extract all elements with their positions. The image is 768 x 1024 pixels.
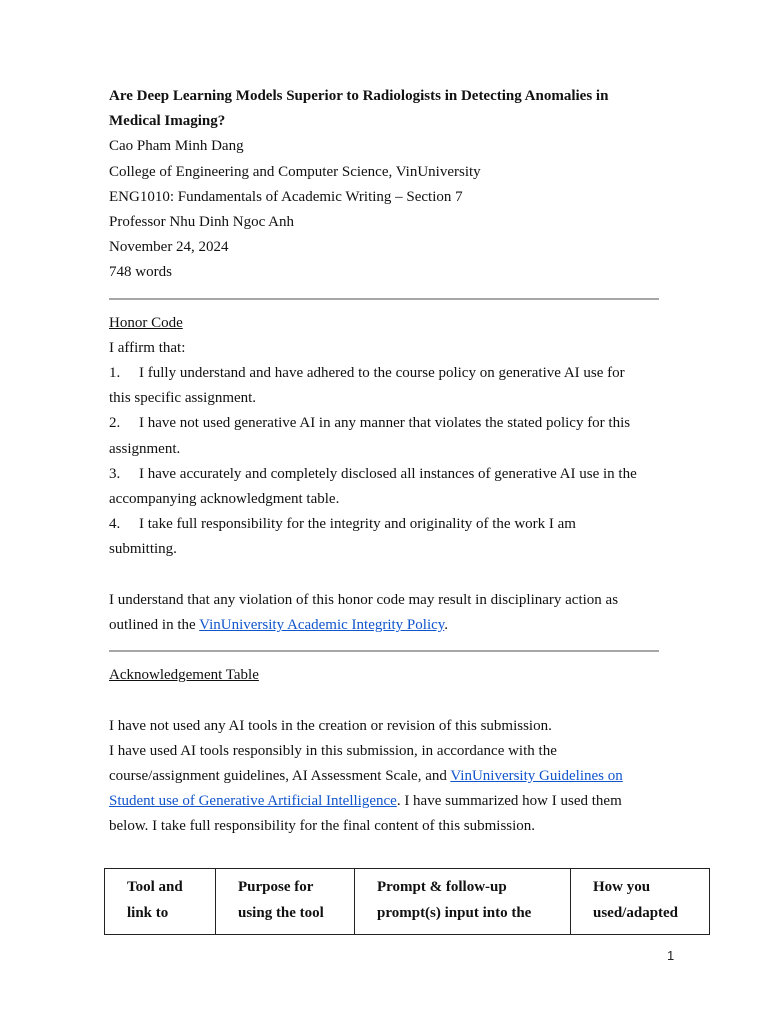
divider-2 xyxy=(109,650,659,652)
item-text-cont: submitting. xyxy=(109,541,177,558)
item-text: I fully understand and have adhered to the course policy on generative AI use for xyxy=(139,365,625,382)
header-text: Prompt & follow-up xyxy=(377,879,507,895)
title-line-1: Are Deep Learning Models Superior to Radiologists in Detecting Anomalies in xyxy=(109,88,609,104)
item-text: I have not used generative AI in any manner that violates the stated policy for this xyxy=(139,415,631,432)
no-ai-statement: I have not used any AI tools in the creation or revision of this submission. xyxy=(109,717,552,734)
honor-code-item-3 xyxy=(109,462,659,512)
college-name: College of Engineering and Computer Science, VinUniversity xyxy=(109,163,481,180)
document-page xyxy=(109,84,659,840)
page-number: 1 xyxy=(667,948,675,963)
divider-1 xyxy=(109,298,659,300)
header-text: using the tool xyxy=(238,905,324,921)
table-header-cell xyxy=(571,869,710,935)
item-text: I take full responsibility for the integrity and originality of the work I am xyxy=(139,516,576,533)
violation-text: I understand that any violation of this honor code may result in disciplinary action as xyxy=(109,591,619,608)
violation-text-pre: outlined in the xyxy=(109,617,200,634)
header-text: Tool and xyxy=(127,879,183,895)
item-text-cont: this specific assignment. xyxy=(109,390,257,407)
author-name: Cao Pham Minh Dang xyxy=(109,138,244,155)
header-text: How you xyxy=(593,879,651,895)
genai-guidelines-link[interactable]: VinUniversity Guidelines on xyxy=(450,768,623,785)
item-text-cont: assignment. xyxy=(109,440,181,457)
course-name: ENG1010: Fundamentals of Academic Writing – Section 7 xyxy=(109,188,463,205)
honor-code-intro: I affirm that: xyxy=(109,339,186,356)
header-text: used/adapted xyxy=(593,905,679,921)
academic-integrity-policy-link[interactable]: VinUniversity Academic Integrity Policy xyxy=(199,617,445,634)
submission-date: November 24, 2024 xyxy=(109,239,229,256)
table-header-cell xyxy=(355,869,571,935)
table-header-cell xyxy=(105,869,216,935)
acknowledgement-table xyxy=(104,868,710,935)
item-number: 2. xyxy=(109,415,121,432)
honor-code-item-4 xyxy=(109,512,659,562)
item-number: 3. xyxy=(109,465,121,482)
item-text: I have accurately and completely disclosed all instances of generative AI use in the xyxy=(139,465,637,482)
ai-used-statement: I have used AI tools responsibly in this submission, in accordance with the xyxy=(109,742,557,759)
title-line-2: Medical Imaging? xyxy=(109,113,226,130)
acknowledgement-heading: Acknowledgement Table xyxy=(109,667,259,684)
item-number: 4. xyxy=(109,516,121,533)
header-text: link to xyxy=(127,905,169,921)
ai-used-statement-cont: course/assignment guidelines, AI Assessment Scale, and xyxy=(109,768,451,785)
header-text: prompt(s) input into the xyxy=(377,905,532,921)
ai-used-statement-final: below. I take full responsibility for the final content of this submission. xyxy=(109,818,536,835)
honor-code-item-2 xyxy=(109,411,659,461)
table-header-row xyxy=(105,869,710,935)
genai-guidelines-link-cont[interactable]: Student use of Generative Artificial Intelligence xyxy=(109,793,397,810)
ai-used-statement-post: . I have summarized how I used them xyxy=(396,793,622,810)
honor-code-list xyxy=(109,361,659,563)
table-header-cell xyxy=(216,869,355,935)
honor-code-item-1 xyxy=(109,361,659,411)
professor-name: Professor Nhu Dinh Ngoc Anh xyxy=(109,214,294,231)
honor-code-heading: Honor Code xyxy=(109,314,183,331)
word-count: 748 words xyxy=(109,264,172,281)
header-text: Purpose for xyxy=(238,879,314,895)
violation-text-post: . xyxy=(444,617,449,634)
item-text-cont: accompanying acknowledgment table. xyxy=(109,491,340,508)
item-number: 1. xyxy=(109,365,121,382)
